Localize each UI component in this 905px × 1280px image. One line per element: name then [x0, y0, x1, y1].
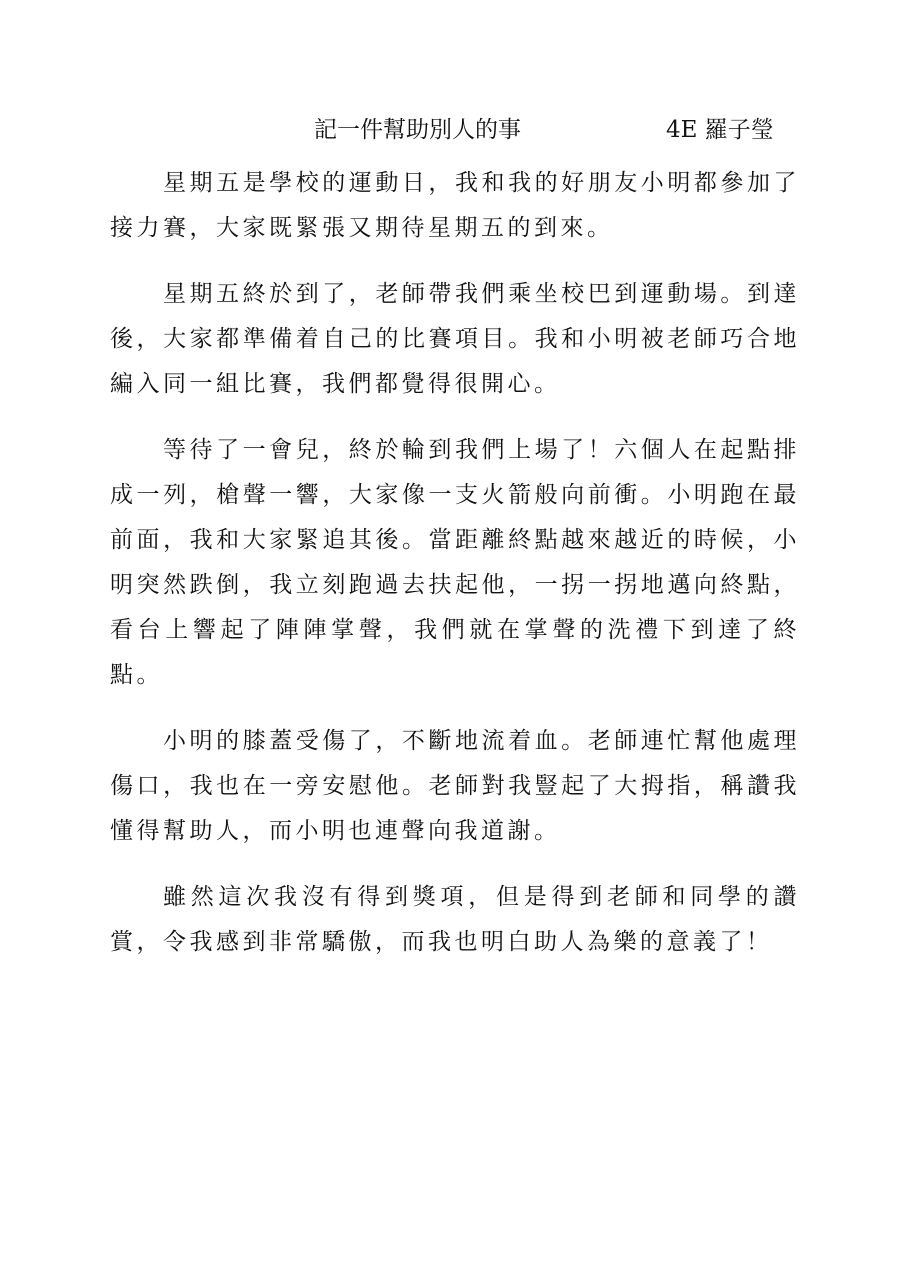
- author-name: 4E 羅子瑩: [666, 117, 774, 143]
- paragraph: 小明的膝蓋受傷了，不斷地流着血。老師連忙幫他處理傷口，我也在一旁安慰他。老師對我豎起了大拇指，稱讚我懂得幫助人，而小明也連聲向我道謝。: [110, 728, 800, 844]
- paragraph: 星期五是學校的運動日，我和我的好朋友小明都參加了接力賽，大家既緊張又期待星期五的到來。: [110, 170, 800, 241]
- essay-title: 記一件幫助別人的事: [314, 117, 521, 143]
- title-row: [314, 110, 794, 150]
- essay-body: [110, 161, 800, 986]
- paragraph: 星期五終於到了，老師帶我們乘坐校巴到運動場。到達後，大家都準備着自己的比賽項目。我和小明被老師巧合地編入同一組比賽，我們都覺得很開心。: [110, 281, 800, 397]
- paragraph: 雖然這次我沒有得到獎項，但是得到老師和同學的讚賞，令我感到非常驕傲，而我也明白助人為樂的意義了！: [110, 884, 800, 955]
- paragraph: 等待了一會兒，終於輪到我們上場了！六個人在起點排成一列，槍聲一響，大家像一支火箭般向前衝。小明跑在最前面，我和大家緊追其後。當距離終點越來越近的時候，小明突然跌倒，我立刻跑過去扶起他，一拐一拐地邁向終點，看台上響起了陣陣掌聲，我們就在掌聲的洗禮下到達了終點。: [110, 437, 800, 688]
